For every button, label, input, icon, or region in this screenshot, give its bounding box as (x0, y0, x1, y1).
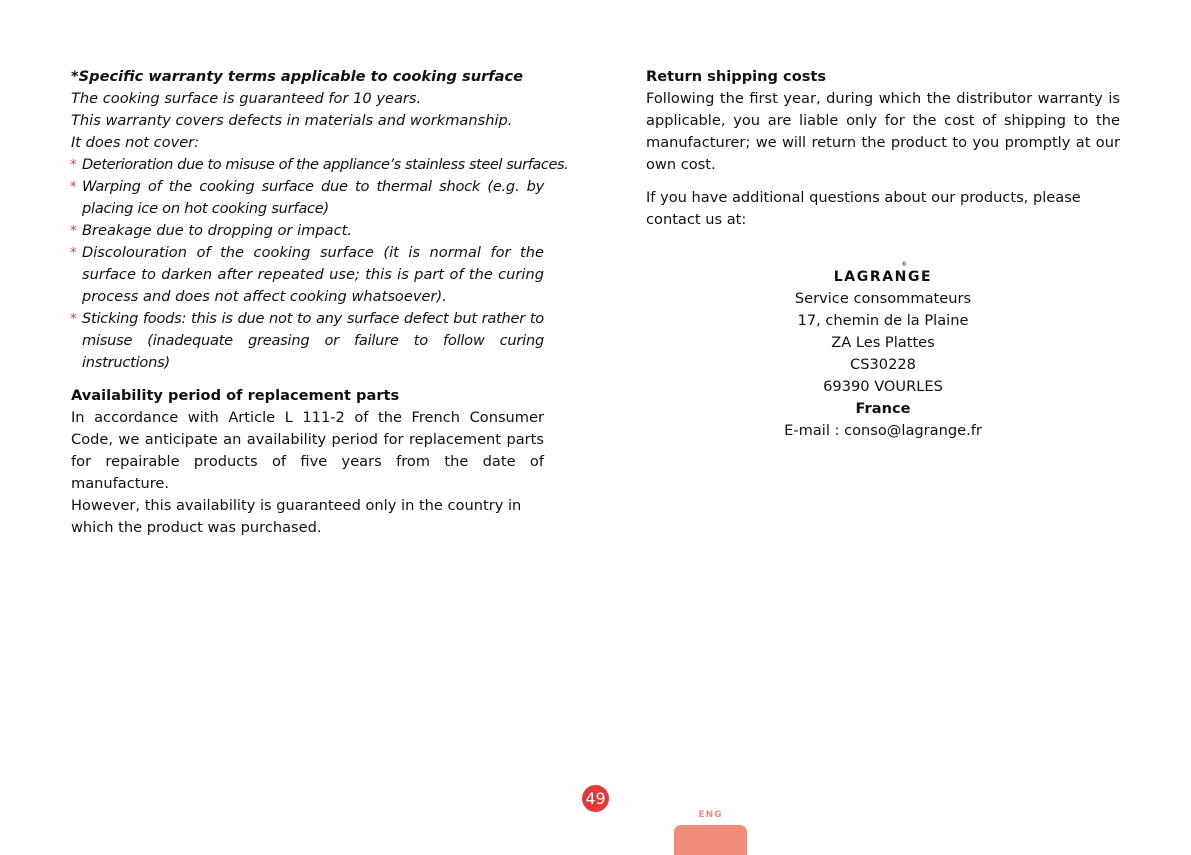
lagrange-logo (834, 262, 932, 287)
exclusion-text: Sticking foods: this is due not to any surface defect but rather to misuse (inadequate greasing or failure to follow curing instructions) (82, 310, 544, 371)
warranty-line-coverage: This warranty covers defects in materials and workmanship. (71, 112, 513, 129)
page-number-badge: 49 (582, 785, 609, 812)
asterisk-bullet-icon: * (70, 180, 77, 195)
warranty-line-duration: The cooking surface is guaranteed for 10 years. (71, 90, 422, 107)
service-name: Service consommateurs (794, 290, 972, 307)
registered-mark: ® (901, 261, 908, 268)
parts-heading: Availability period of replacement parts (71, 387, 400, 404)
warranty-line-exclusions-intro: It does not cover: (71, 134, 200, 151)
address-country: France (855, 400, 911, 417)
exclusions-list (70, 154, 569, 374)
exclusion-text: Warping of the cooking surface due to thermal shock (e.g. by placing ice on hot cooking surface) (82, 178, 544, 217)
parts-country-text: However, this availability is guaranteed only in the country in which the product was purchased. (71, 497, 522, 536)
exclusion-item (71, 242, 544, 308)
brand-name: LAGRANGE (833, 269, 933, 285)
address-city: 69390 VOURLES (823, 378, 943, 395)
address-street: 17, chemin de la Plaine (797, 312, 969, 329)
address-box: CS30228 (850, 356, 916, 373)
shipping-text: Following the first year, during which the distributor warranty is applicable, you are liable only for the cost of shipping to the manufacturer; we will return the product to you promptly at our own cost. (646, 90, 1120, 173)
language-tab (674, 825, 747, 855)
contact-block (646, 262, 1120, 442)
exclusion-item (71, 220, 544, 242)
contact-email: E-mail : conso@lagrange.fr (784, 422, 982, 439)
asterisk-bullet-icon: * (70, 312, 77, 327)
contact-intro: If you have additional questions about our products, please contact us at: (646, 189, 1081, 228)
left-column (70, 66, 569, 539)
language-label: ENG (698, 810, 723, 820)
address-zone: ZA Les Plattes (831, 334, 935, 351)
exclusion-item (70, 154, 569, 176)
right-column (646, 66, 1120, 231)
exclusion-text: Breakage due to dropping or impact. (82, 222, 352, 239)
asterisk-bullet-icon: * (70, 246, 77, 261)
shipping-heading: Return shipping costs (646, 68, 827, 85)
parts-text: In accordance with Article L 111-2 of the French Consumer Code, we anticipate an availability period for replacement parts for repairable products of five years from the date of manufacture. (71, 409, 544, 492)
warranty-heading: *Specific warranty terms applicable to cooking surface (71, 68, 524, 85)
exclusion-item (71, 308, 544, 374)
asterisk-bullet-icon: * (70, 224, 77, 239)
exclusion-item (71, 176, 544, 220)
exclusion-text: Discolouration of the cooking surface (it is normal for the surface to darken after repeated use; this is part of the curing process and does not affect cooking whatsoever). (82, 244, 544, 305)
exclusion-text: Deterioration due to misuse of the appliance’s stainless steel surfaces. (82, 156, 569, 173)
asterisk-bullet-icon: * (70, 158, 77, 173)
